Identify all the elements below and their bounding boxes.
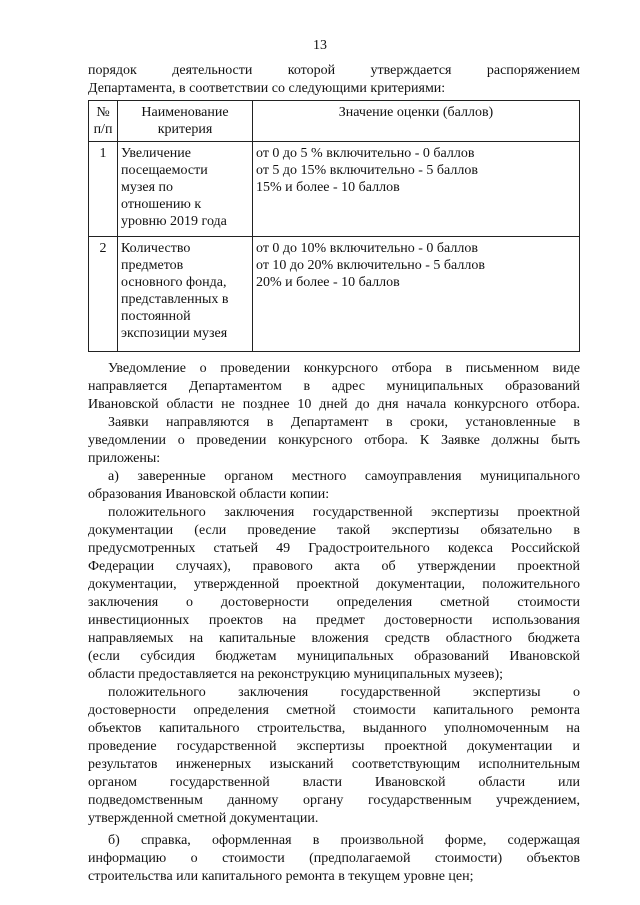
body-line: органом государственной власти Ивановской области или <box>88 775 580 790</box>
name-line: музея по <box>121 180 174 195</box>
table-row <box>89 142 580 237</box>
header-num: № п/п <box>89 101 118 142</box>
body-line: документации (если проведение такой экспертизы обязательно в <box>88 523 580 538</box>
row-values <box>253 142 580 237</box>
body-line: (если субсидия бюджетам муниципальных образований Ивановской <box>88 649 580 664</box>
body-line: образования Ивановской области копии: <box>88 487 330 502</box>
row-name <box>118 142 253 237</box>
body-line: Заявки направляются в Департамент в сроки, установленные в <box>108 415 580 430</box>
value-line: от 0 до 5 % включительно - 0 баллов <box>256 146 475 161</box>
header-name: Наименование критерия <box>118 101 253 142</box>
name-line: предметов <box>121 258 184 273</box>
name-line: экспозиции музея <box>121 326 228 341</box>
body-line: результатов инженерных изысканий соответствующим исполнительным <box>88 757 580 772</box>
body-line: положительного заключения государственной экспертизы о <box>108 685 580 700</box>
value-line: от 10 до 20% включительно - 5 баллов <box>256 258 485 273</box>
name-line: представленных в <box>121 292 229 307</box>
body-line: Ивановской области не позднее 10 дней до дня начала конкурсного отбора. <box>88 397 580 412</box>
name-line: основного фонда, <box>121 275 227 290</box>
table-row <box>89 237 580 352</box>
body-line: утвержденной сметной документации. <box>88 811 319 826</box>
body-line: проведение государственной экспертизы проектной документации и <box>88 739 580 754</box>
body-line: объектов капитального строительства, выданного уполномоченным на <box>88 721 580 736</box>
name-line: уровню 2019 года <box>121 214 227 229</box>
body-line: направляемых на капитальные вложения средств областного бюджета <box>88 631 580 646</box>
row-name <box>118 237 253 352</box>
criteria-table <box>88 100 580 352</box>
row-values <box>253 237 580 352</box>
body-line: подведомственным данному органу государственным учреждением, <box>88 793 580 808</box>
body-line: положительного заключения государственной экспертизы проектной <box>108 505 580 520</box>
body-line: Федерации случаях), правового акта об утверждении проектной <box>88 559 580 574</box>
body-line: документации, утвержденной проектной документации, положительного <box>88 577 580 592</box>
name-line: постоянной <box>121 309 191 324</box>
intro-line: Департамента, в соответствии со следующими критериями: <box>88 81 446 96</box>
intro-line: порядок деятельности которой утверждается распоряжением <box>88 63 580 78</box>
value-line: от 0 до 10% включительно - 0 баллов <box>256 241 478 256</box>
table-header-row <box>89 101 580 142</box>
body-line: строительства или капитального ремонта в текущем уровне цен; <box>88 869 474 884</box>
name-line: Количество <box>121 241 191 256</box>
name-line: Увеличение <box>121 146 192 161</box>
value-line: от 5 до 15% включительно - 5 баллов <box>256 163 478 178</box>
body-line: инвестиционных проектов на предмет достоверности использования <box>88 613 580 628</box>
row-num: 1 <box>89 142 118 237</box>
body-line: предусмотренных статьей 49 Градостроительного кодекса Российской <box>88 541 580 556</box>
body-line: Уведомление о проведении конкурсного отбора в письменном виде <box>108 361 580 376</box>
body-line: области предоставляется на реконструкцию муниципальных музеев); <box>88 667 503 682</box>
body-line: направляется Департаментом в адрес муниципальных образований <box>88 379 580 394</box>
body-line: а) заверенные органом местного самоуправления муниципального <box>108 469 580 484</box>
name-line: отношению к <box>121 197 202 212</box>
row-num: 2 <box>89 237 118 352</box>
value-line: 20% и более - 10 баллов <box>256 275 400 290</box>
body-line: уведомлении о проведении конкурсного отбора. К Заявке должны быть <box>88 433 580 448</box>
body-line: достоверности определения сметной стоимости капитального ремонта <box>88 703 580 718</box>
body-line: заключения о достоверности определения сметной стоимости <box>88 595 580 610</box>
body-line: приложены: <box>88 451 161 466</box>
page-number: 13 <box>313 38 327 53</box>
body-line: информацию о стоимости (предполагаемой стоимости) объектов <box>88 851 580 866</box>
name-line: посещаемости <box>121 163 208 178</box>
body-line: б) справка, оформленная в произвольной форме, содержащая <box>108 833 580 848</box>
header-value: Значение оценки (баллов) <box>253 101 580 142</box>
value-line: 15% и более - 10 баллов <box>256 180 400 195</box>
